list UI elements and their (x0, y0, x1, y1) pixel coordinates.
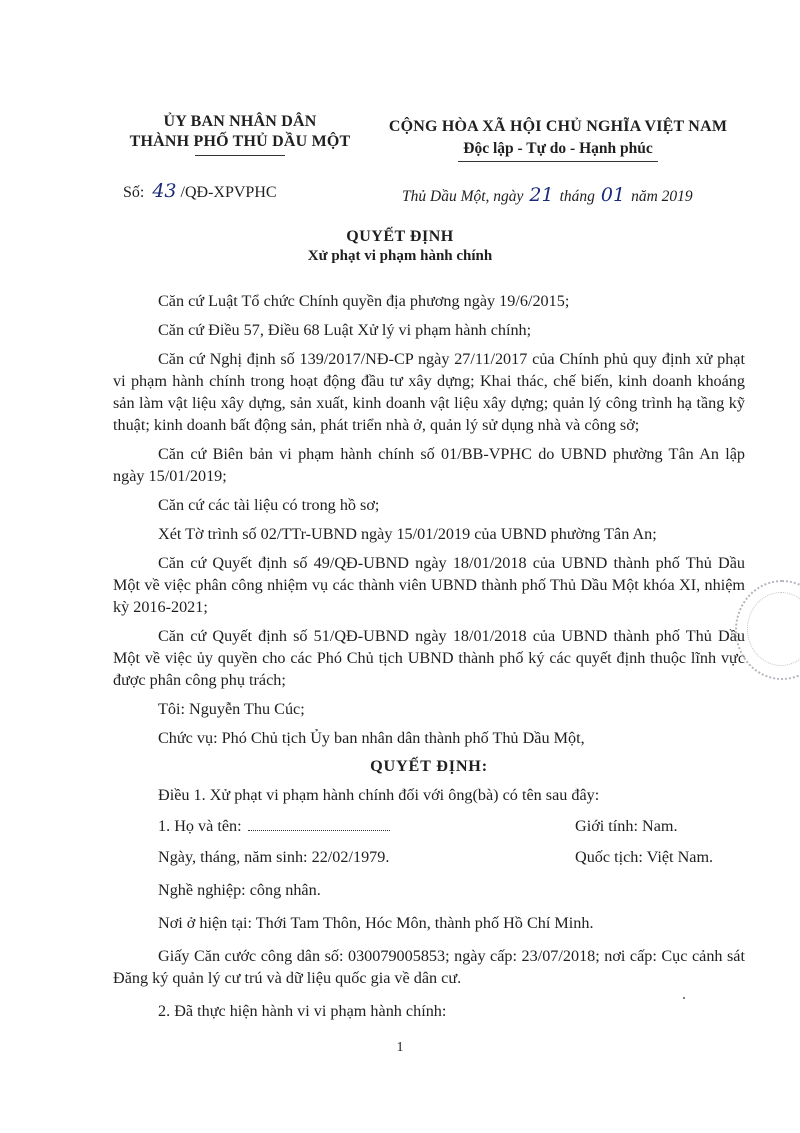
date-month-label: tháng (559, 188, 595, 205)
signer-position: Chức vụ: Phó Chủ tịch Ủy ban nhân dân thành phố Thủ Dầu Một, (158, 729, 585, 747)
document-date (402, 184, 693, 206)
legal-basis-paragraph: Xét Tờ trình số 02/TTr-UBND ngày 15/01/2019 của UBND phường Tân An; (158, 525, 657, 543)
legal-basis-paragraph: Căn cứ Quyết định số 51/QĐ-UBND ngày 18/01/2018 của UBND thành phố Thủ Dầu Một về việc ủy quyền cho các Phó Chủ tịch UBND thành phố ký các quyết định thuộc lĩnh vực được phân công phụ trách; (113, 627, 745, 689)
legal-basis-paragraph: Căn cứ Biên bản vi phạm hành chính số 01/BB-VPHC do UBND phường Tân An lập ngày 15/01/2019; (113, 445, 745, 485)
current-address: Nơi ở hiện tại: Thới Tam Thôn, Hóc Môn, thành phố Hồ Chí Minh. (158, 914, 594, 932)
motto-underline (458, 161, 658, 162)
name-label: 1. Họ và tên: (158, 817, 242, 835)
legal-basis-paragraph: Căn cứ Luật Tổ chức Chính quyền địa phương ngày 19/6/2015; (158, 292, 570, 310)
handwritten-day: 21 (529, 184, 554, 206)
date-prefix: Thủ Dầu Một, ngày (402, 188, 524, 205)
article-1: Điều 1. Xử phạt vi phạm hành chính đối với ông(bà) có tên sau đây: (158, 786, 600, 804)
legal-basis-paragraph: Căn cứ các tài liệu có trong hồ sơ; (158, 496, 380, 514)
nationality: Quốc tịch: Việt Nam. (575, 848, 714, 866)
national-motto: Độc lập - Tự do - Hạnh phúc (463, 140, 653, 157)
handwritten-month: 01 (600, 184, 626, 206)
scan-speck (683, 997, 685, 999)
date-year: năm 2019 (631, 188, 693, 205)
document-subtitle: Xử phạt vi phạm hành chính (307, 248, 493, 264)
document-title: QUYẾT ĐỊNH (346, 228, 454, 245)
document-body (113, 290, 745, 1022)
document-number (123, 180, 277, 202)
nation-name: CỘNG HÒA XÃ HỘI CHỦ NGHĨA VIỆT NAM (388, 118, 728, 135)
authority-line-1: ỦY BAN NHÂN DÂN (163, 113, 317, 130)
handwritten-number: 43 (152, 180, 177, 202)
issuing-authority (95, 112, 385, 156)
date-of-birth: Ngày, tháng, năm sinh: 22/02/1979. (158, 848, 390, 866)
name-blank (248, 816, 390, 831)
occupation: Nghề nghiệp: công nhân. (158, 881, 321, 899)
name-gender-row (113, 815, 745, 837)
authority-line-2: THÀNH PHỐ THỦ DẦU MỘT (129, 133, 351, 150)
signer-name: Tôi: Nguyễn Thu Cúc; (158, 700, 305, 718)
legal-basis-paragraph: Căn cứ Điều 57, Điều 68 Luật Xử lý vi phạm hành chính; (158, 321, 532, 339)
dob-nationality-row (113, 846, 745, 868)
legal-basis-paragraph: Căn cứ Quyết định số 49/QĐ-UBND ngày 18/01/2018 của UBND thành phố Thủ Dầu Một về việc phân công nhiệm vụ các thành viên UBND thành phố Thủ Dầu Một khóa XI, nhiệm kỳ 2016-2021; (113, 554, 745, 616)
violation-heading: 2. Đã thực hiện hành vi vi phạm hành chính: (158, 1002, 447, 1020)
gender: Giới tính: Nam. (575, 817, 678, 835)
national-header (368, 118, 748, 162)
decision-heading: QUYẾT ĐỊNH: (370, 757, 488, 775)
number-prefix: Số: (123, 184, 145, 201)
legal-basis-paragraph: Căn cứ Nghị định số 139/2017/NĐ-CP ngày 27/11/2017 của Chính phủ quy định xử phạt vi phạm hành chính trong hoạt động đầu tư xây dựng; Khai thác, chế biến, kinh doanh khoáng sản làm vật liệu xây dựng, sản xuất, kinh doanh vật liệu xây dựng; quản lý công trình hạ tầng kỹ thuật; kinh doanh bất động sản, phát triển nhà ở, quản lý sử dụng nhà và công sở; (113, 350, 745, 434)
id-card-info: Giấy Căn cước công dân số: 030079005853; ngày cấp: 23/07/2018; nơi cấp: Cục cảnh sát Đăng ký quản lý cư trú và dữ liệu quốc gia về dân cư. (113, 947, 745, 987)
authority-underline (195, 155, 285, 156)
page-number: 1 (396, 1040, 404, 1055)
number-suffix: /QĐ-XPVPHC (180, 184, 277, 201)
